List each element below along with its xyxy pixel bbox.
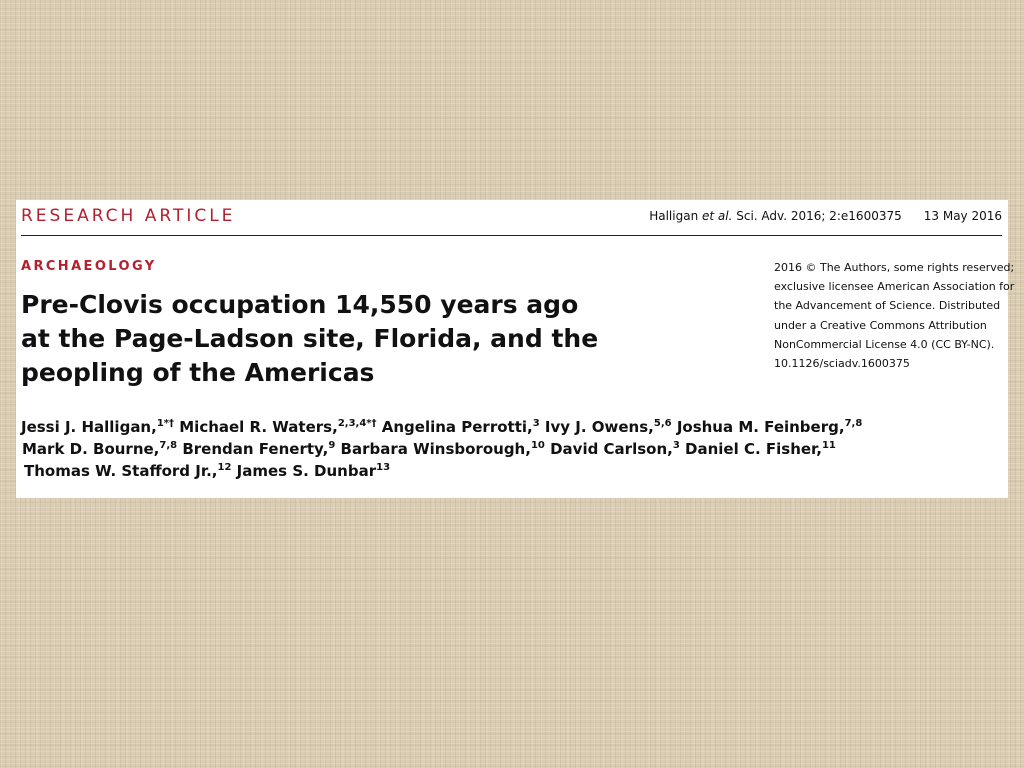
title-line: peopling of the Americas — [21, 358, 375, 387]
author-affiliation: 1*† — [156, 418, 175, 429]
author-affiliation: 7,8 — [844, 418, 863, 429]
license-line: the Advancement of Science. Distributed — [774, 299, 1001, 313]
author-line — [21, 460, 991, 482]
author-name: Jessi J. Halligan, — [21, 418, 157, 436]
article-type-label: RESEARCH ARTICLE — [21, 206, 236, 226]
author-list — [21, 416, 991, 482]
license-statement — [774, 258, 1015, 373]
author-affiliation: 9 — [328, 440, 336, 451]
author-name: Brendan Fenerty, — [182, 440, 329, 458]
doi-line: 10.1126/sciadv.1600375 — [774, 357, 910, 371]
author-affiliation: 3 — [532, 418, 540, 429]
author-name: Daniel C. Fisher, — [685, 440, 822, 458]
article-title — [21, 288, 661, 390]
license-line: under a Creative Commons Attribution — [774, 318, 987, 332]
author-name: Mark D. Bourne, — [22, 440, 160, 458]
title-line: Pre-Clovis occupation 14,550 years ago — [21, 290, 579, 319]
author-affiliation: 5,6 — [653, 418, 672, 429]
citation-author: Halligan — [649, 209, 699, 223]
license-line: NonCommercial License 4.0 (CC BY-NC). — [774, 337, 995, 351]
author-affiliation: 13 — [376, 462, 391, 473]
citation-etal: et al. — [702, 209, 733, 223]
author-affiliation: 11 — [821, 440, 836, 451]
author-line — [21, 416, 991, 438]
author-affiliation: 3 — [672, 440, 680, 451]
author-line — [21, 438, 991, 460]
author-affiliation: 12 — [217, 462, 232, 473]
publication-date: 13 May 2016 — [923, 209, 1002, 223]
author-name: David Carlson, — [550, 440, 673, 458]
author-name: Ivy J. Owens, — [544, 418, 654, 436]
article-header-panel — [16, 200, 1015, 498]
author-name: Michael R. Waters, — [179, 418, 338, 436]
section-label: ARCHAEOLOGY — [21, 259, 157, 274]
author-affiliation: 2,3,4*† — [337, 418, 377, 429]
license-line: 2016 © The Authors, some rights reserved; — [774, 261, 1015, 274]
author-name: Thomas W. Stafford Jr., — [24, 462, 218, 480]
author-name: Barbara Winsborough, — [340, 440, 531, 458]
author-name: Angelina Perrotti, — [381, 418, 533, 436]
author-name: James S. Dunbar — [236, 462, 377, 480]
license-line: exclusive licensee American Association for — [774, 280, 1015, 294]
author-name: Joshua M. Feinberg, — [676, 418, 845, 436]
author-affiliation: 7,8 — [159, 440, 178, 451]
title-line: at the Page-Ladson site, Florida, and the — [21, 324, 599, 353]
citation-info — [649, 209, 1002, 223]
author-affiliation: 10 — [530, 440, 545, 451]
header-rule — [21, 235, 1002, 236]
citation-journal: Sci. Adv. 2016; 2:e1600375 — [736, 209, 902, 223]
